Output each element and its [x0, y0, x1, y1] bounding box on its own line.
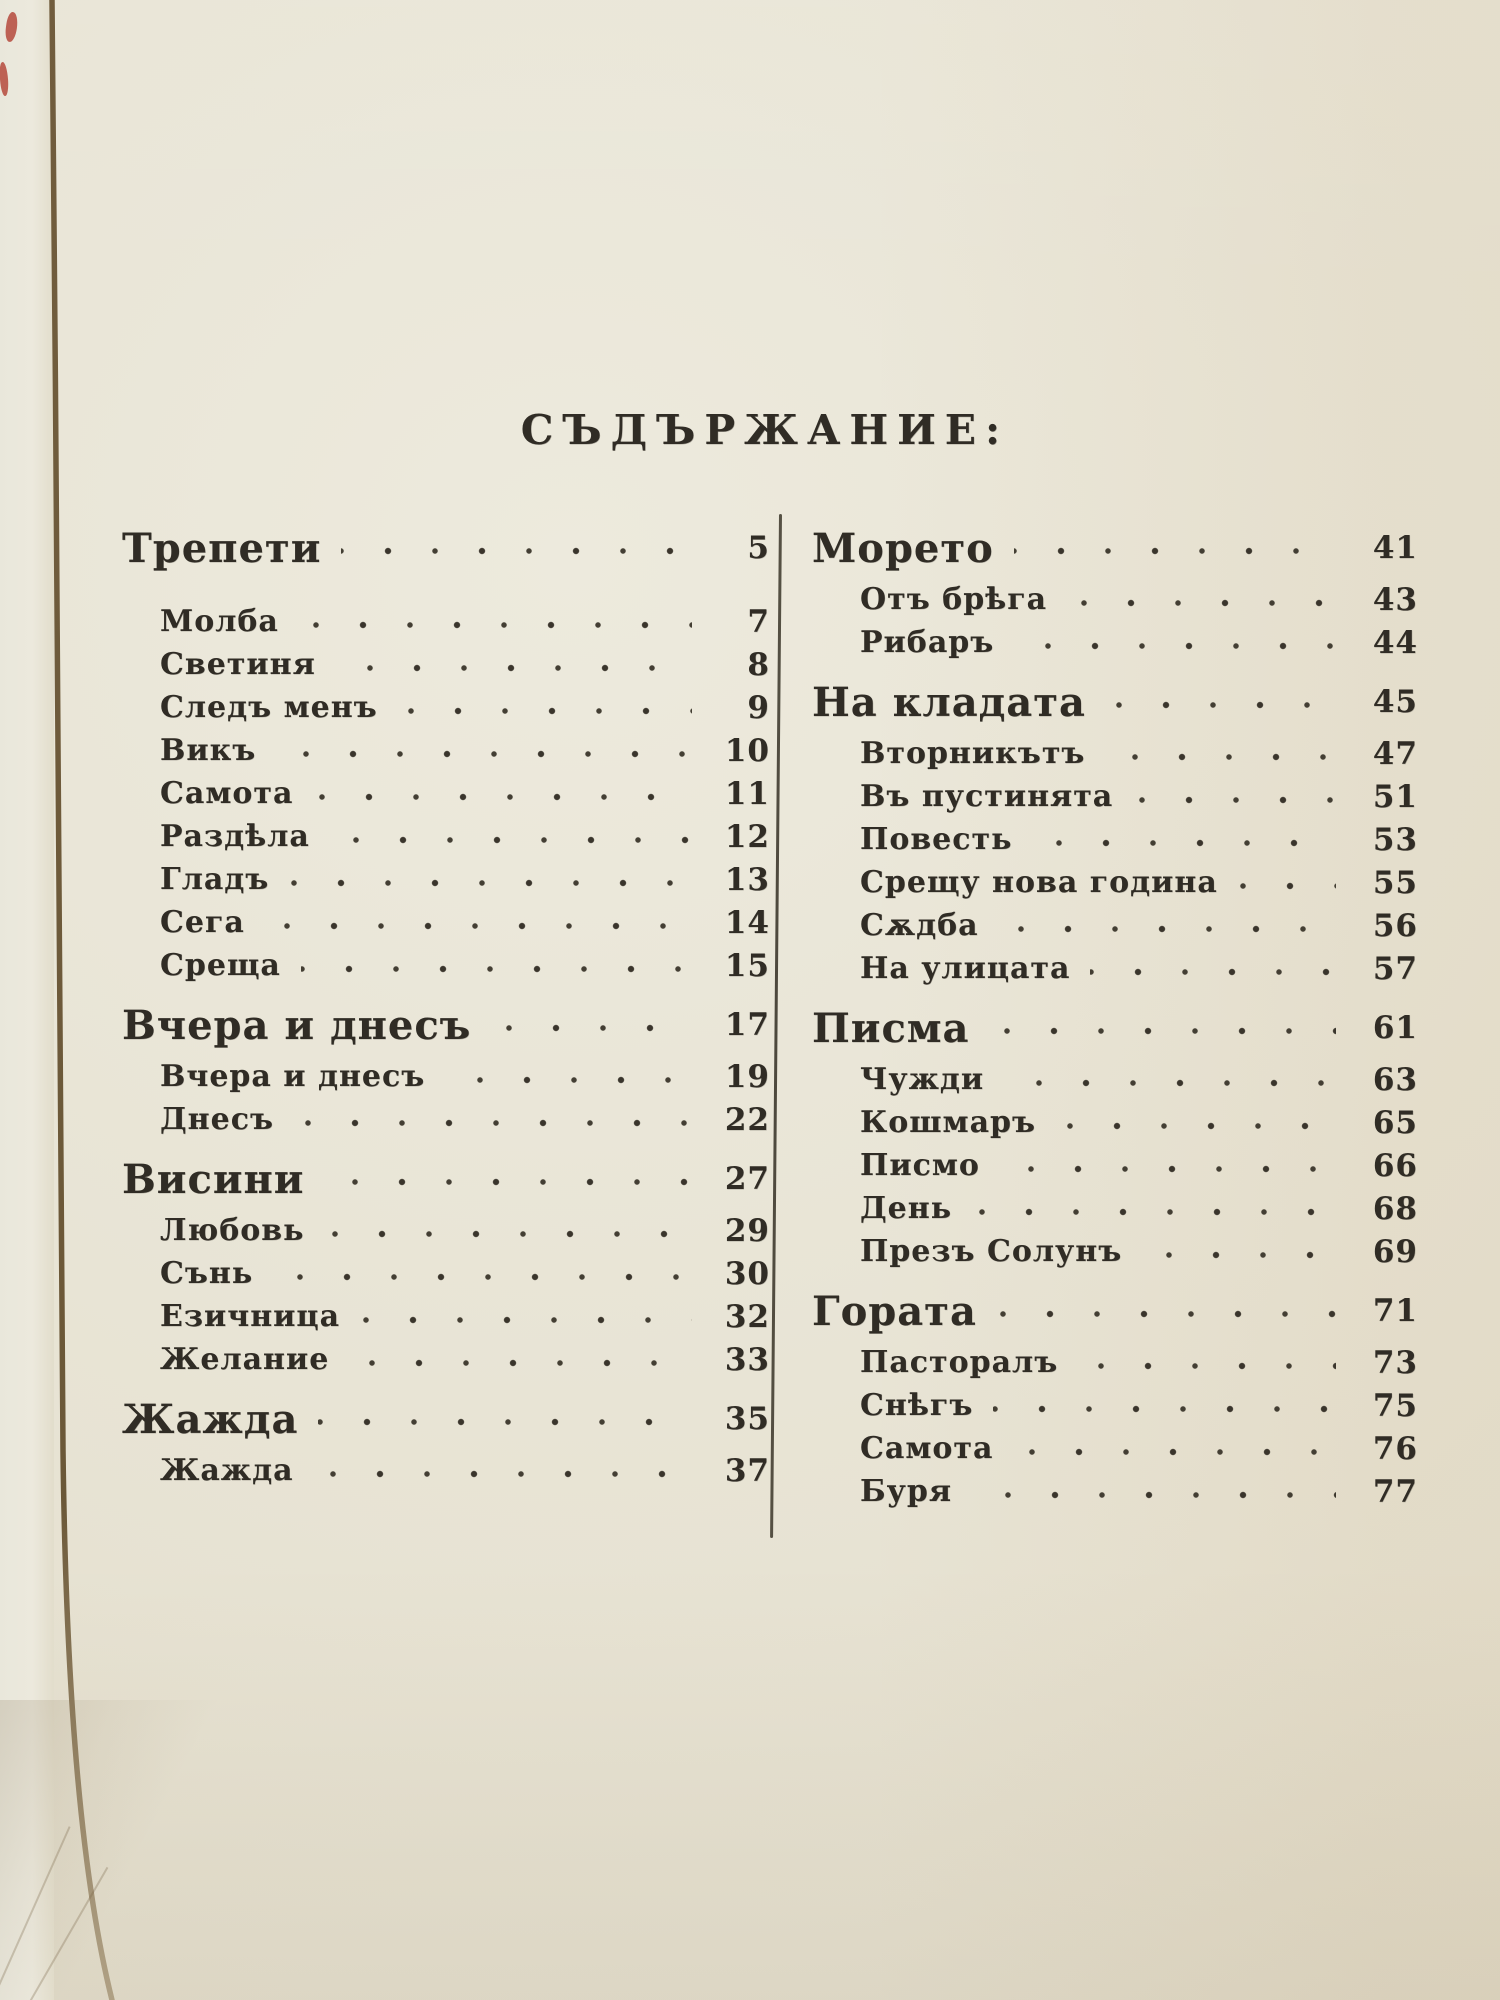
toc-entry-page: 57 — [1372, 950, 1418, 987]
dot-leader — [273, 1268, 692, 1286]
toc-entry-row — [122, 1295, 770, 1338]
toc-entry-title: Писма — [812, 1004, 970, 1052]
toc-entry-title: Любовь — [160, 1213, 305, 1248]
dot-leader — [989, 1022, 1336, 1040]
dot-leader — [314, 1465, 692, 1483]
dot-leader — [1142, 1246, 1336, 1264]
toc-entry-page: 68 — [1372, 1190, 1418, 1227]
toc-entry-title: Сега — [160, 905, 245, 940]
toc-entry-title: Вчера и днесъ — [160, 1059, 426, 1094]
toc-entry-row — [812, 1101, 1418, 1144]
dot-leader — [491, 1019, 692, 1037]
dot-leader — [997, 1305, 1336, 1323]
toc-entry-row — [122, 815, 770, 858]
toc-entry-page: 27 — [724, 1161, 770, 1197]
toc-entry-title: Буря — [860, 1474, 952, 1509]
dot-leader — [1000, 1160, 1336, 1178]
toc-entry-page: 51 — [1372, 778, 1418, 815]
toc-entry-title: Снѣгъ — [860, 1388, 974, 1423]
dot-leader — [1033, 834, 1337, 852]
toc-entry-page: 73 — [1372, 1344, 1418, 1381]
toc-entry-title: Писмо — [860, 1148, 980, 1183]
toc-entry-title: Висини — [122, 1155, 305, 1203]
toc-entry-title: Сънь — [160, 1256, 254, 1291]
toc-entry-page: 5 — [747, 530, 770, 566]
column-divider — [770, 514, 782, 1538]
toc-entry-page: 47 — [1372, 735, 1418, 772]
toc-entry-row — [812, 1341, 1418, 1384]
dot-leader — [1238, 877, 1336, 895]
toc-entry-row — [812, 1230, 1418, 1273]
dot-leader — [1013, 1443, 1336, 1461]
toc-entry-title: Сѫдба — [860, 908, 979, 943]
toc-entry-page: 56 — [1372, 907, 1418, 944]
toc-section-row — [122, 524, 770, 572]
toc-section-row — [812, 1287, 1418, 1335]
toc-entry-row — [122, 1449, 770, 1492]
dot-leader — [1004, 1074, 1336, 1092]
toc-entry-row — [812, 732, 1418, 775]
toc-entry-page: 77 — [1372, 1473, 1418, 1510]
toc-entry-row — [812, 775, 1418, 818]
toc-entry-row — [812, 1144, 1418, 1187]
toc-entry-row — [122, 858, 770, 901]
toc-entry-page: 11 — [724, 775, 770, 812]
toc-entry-page: 33 — [724, 1341, 770, 1378]
dot-leader — [1067, 594, 1336, 612]
toc-entry-title: День — [860, 1191, 953, 1226]
toc-entry-title: На кладата — [812, 678, 1086, 726]
toc-left-column — [122, 524, 770, 1492]
toc-entry-title: Жажда — [160, 1453, 294, 1488]
toc-entry-row — [122, 772, 770, 815]
toc-entry-row — [122, 729, 770, 772]
dot-leader — [301, 960, 692, 978]
toc-section-row — [122, 1155, 770, 1203]
toc-entry-row — [122, 1252, 770, 1295]
toc-entry-title: Следъ менъ — [160, 690, 378, 725]
toc-entry-page: 45 — [1372, 684, 1418, 720]
toc-entry-row — [122, 901, 770, 944]
toc-entry-row — [812, 1470, 1418, 1513]
toc-entry-title: Молба — [160, 604, 279, 639]
dot-leader — [360, 1311, 692, 1329]
dot-leader — [341, 542, 692, 560]
page-title: СЪДЪРЖАНИЕ: — [520, 406, 1010, 454]
toc-entry-page: 9 — [747, 689, 770, 726]
dot-leader — [1105, 748, 1336, 766]
toc-entry-page: 17 — [724, 1007, 770, 1043]
toc-entry-title: Морето — [812, 524, 994, 572]
toc-entry-page: 12 — [724, 818, 770, 855]
toc-entry-title: Повесть — [860, 822, 1013, 857]
toc-entry-page: 37 — [724, 1452, 770, 1489]
toc-entry-page: 61 — [1372, 1010, 1418, 1046]
toc-entry-title: Отъ брѣга — [860, 582, 1048, 617]
toc-entry-row — [812, 861, 1418, 904]
toc-entry-title: Гладъ — [160, 862, 270, 897]
toc-entry-page: 53 — [1372, 821, 1418, 858]
toc-entry-title: На улицата — [860, 951, 1071, 986]
toc-entry-title: Самота — [860, 1431, 994, 1466]
toc-entry-page: 7 — [747, 603, 770, 640]
dot-leader — [294, 1114, 692, 1132]
toc-entry-title: Викъ — [160, 733, 257, 768]
toc-entry-row — [122, 600, 770, 643]
toc-entry-row — [812, 904, 1418, 947]
toc-entry-title: Рибаръ — [860, 625, 995, 660]
toc-entry-page: 15 — [724, 947, 770, 984]
toc-entry-row — [122, 1055, 770, 1098]
dot-leader — [289, 874, 692, 892]
toc-entry-page: 19 — [724, 1058, 770, 1095]
toc-entry-title: Езичница — [160, 1299, 341, 1334]
toc-entry-row — [812, 621, 1418, 664]
toc-entry-page: 75 — [1372, 1387, 1418, 1424]
toc-entry-page: 43 — [1372, 581, 1418, 618]
toc-entry-title: Срещу нова година — [860, 865, 1218, 900]
dot-leader — [265, 917, 692, 935]
dot-leader — [318, 1413, 692, 1431]
toc-entry-row — [812, 578, 1418, 621]
toc-entry-title: Желание — [160, 1342, 330, 1377]
toc-entry-title: Гората — [812, 1287, 977, 1335]
toc-entry-page: 76 — [1372, 1430, 1418, 1467]
toc-entry-page: 8 — [747, 646, 770, 683]
dot-leader — [1014, 637, 1336, 655]
toc-entry-page: 10 — [724, 732, 770, 769]
toc-entry-title: Вчера и днесъ — [122, 1001, 472, 1049]
toc-entry-row — [812, 1384, 1418, 1427]
toc-entry-page: 13 — [724, 861, 770, 898]
toc-entry-page: 35 — [724, 1401, 770, 1437]
toc-entry-title: Презъ Солунъ — [860, 1234, 1123, 1269]
dot-leader — [398, 702, 692, 720]
toc-entry-row — [812, 818, 1418, 861]
toc-entry-row — [122, 686, 770, 729]
toc-section-row — [812, 524, 1418, 572]
dot-leader — [999, 920, 1336, 938]
toc-entry-page: 55 — [1372, 864, 1418, 901]
dot-leader — [445, 1071, 692, 1089]
dot-leader — [1133, 791, 1336, 809]
dot-leader — [324, 1173, 692, 1191]
toc-entry-page: 30 — [724, 1255, 770, 1292]
dot-leader — [1014, 542, 1336, 560]
toc-entry-page: 22 — [724, 1101, 770, 1138]
toc-section-row — [812, 678, 1418, 726]
toc-entry-page: 29 — [724, 1212, 770, 1249]
toc-entry-title: Въ пустинята — [860, 779, 1114, 814]
dot-leader — [972, 1203, 1336, 1221]
toc-entry-title: Жажда — [122, 1395, 299, 1443]
toc-entry-row — [122, 1209, 770, 1252]
dot-leader — [276, 745, 692, 763]
dot-leader — [993, 1400, 1336, 1418]
toc-entry-title: Раздѣла — [160, 819, 310, 854]
toc-section-row — [812, 1004, 1418, 1052]
toc-entry-row — [122, 944, 770, 987]
toc-entry-title: Пасторалъ — [860, 1345, 1059, 1380]
dot-leader — [1056, 1117, 1336, 1135]
toc-section-row — [122, 1395, 770, 1443]
dot-leader — [299, 616, 692, 634]
toc-entry-page: 63 — [1372, 1061, 1418, 1098]
toc-entry-page: 66 — [1372, 1147, 1418, 1184]
dot-leader — [1090, 963, 1336, 981]
dot-leader — [1106, 696, 1336, 714]
dot-leader — [349, 1354, 692, 1372]
dot-leader — [330, 831, 692, 849]
toc-section-row — [122, 1001, 770, 1049]
toc-right-column — [812, 524, 1418, 1513]
toc-entry-page: 44 — [1372, 624, 1418, 661]
toc-entry-row — [812, 1427, 1418, 1470]
toc-entry-page: 65 — [1372, 1104, 1418, 1141]
toc-entry-page: 14 — [724, 904, 770, 941]
dot-leader — [325, 1225, 692, 1243]
toc-entry-page: 71 — [1372, 1293, 1418, 1329]
dot-leader — [972, 1486, 1336, 1504]
dot-leader — [313, 788, 692, 806]
toc-entry-title: Самота — [160, 776, 294, 811]
toc-entry-title: Кошмаръ — [860, 1105, 1037, 1140]
toc-entry-page: 69 — [1372, 1233, 1418, 1270]
toc-entry-row — [122, 1098, 770, 1141]
toc-entry-row — [122, 643, 770, 686]
toc-entry-title: Чужди — [860, 1062, 985, 1097]
toc-entry-title: Среща — [160, 948, 281, 983]
toc-entry-title: Вторникътъ — [860, 736, 1086, 771]
toc-entry-row — [812, 1187, 1418, 1230]
toc-entry-title: Трепети — [122, 524, 322, 572]
dot-leader — [336, 659, 692, 677]
toc-entry-page: 32 — [724, 1298, 770, 1335]
toc-entry-row — [122, 1338, 770, 1381]
toc-entry-page: 41 — [1372, 530, 1418, 566]
toc-entry-row — [812, 1058, 1418, 1101]
toc-entry-title: Днесъ — [160, 1102, 274, 1137]
dot-leader — [1078, 1357, 1336, 1375]
toc-entry-row — [812, 947, 1418, 990]
toc-entry-title: Светиня — [160, 647, 316, 682]
